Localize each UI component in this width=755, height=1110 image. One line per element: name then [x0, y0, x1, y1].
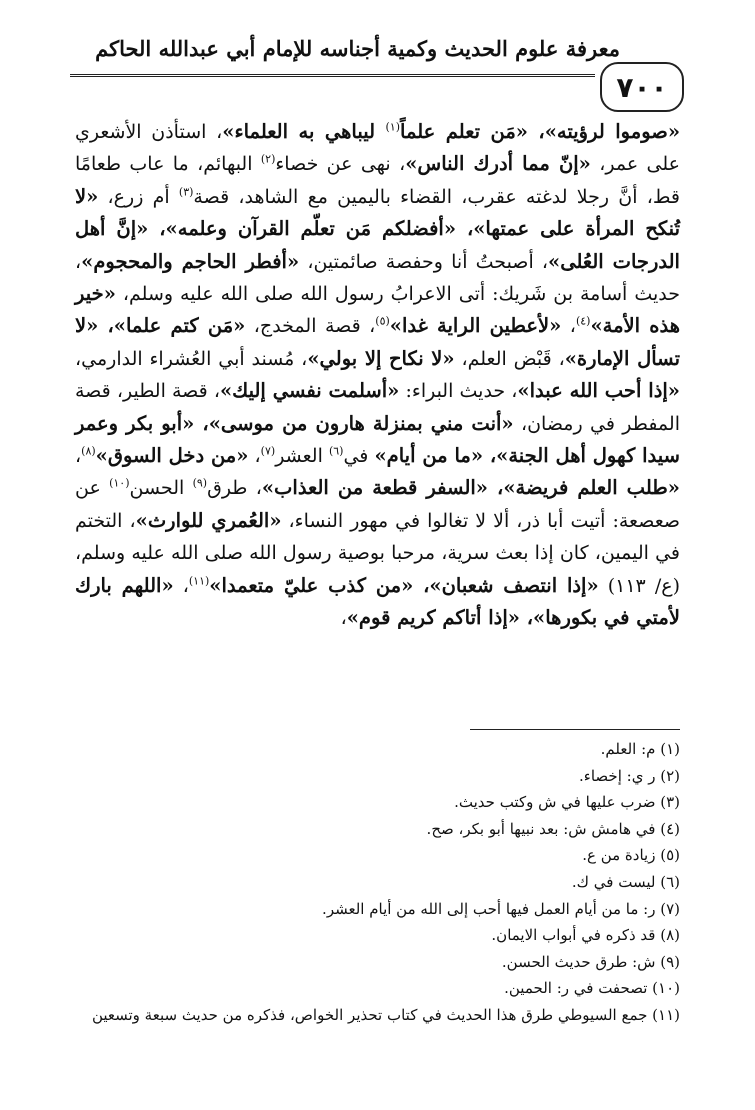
hadith-quote: «صوموا لرؤيته»، «مَن تعلم علماً	[400, 120, 681, 143]
hadith-quote: «اللهم بارك لأمتي في بكورها»، «إذا أتاكم كريم قوم»	[75, 573, 680, 630]
footnote-reference: (٨)	[81, 444, 96, 458]
hadith-quote: «أنت مني بمنزلة هارون من موسى»، «أبو بكر وعمر سيدا كهول أهل الجنة»، «ما من أيام»	[75, 411, 680, 468]
footnote-reference: (١٠)	[109, 477, 130, 491]
body-text-run: الحسن	[129, 477, 193, 500]
hadith-quote: «إذا أحب الله عبدا»	[517, 379, 680, 403]
footnote: (١١) جمع السيوطي طرق هذا الحديث في كتاب تحذير الخواص، فذكره من حديث سبعة وتسعين	[91, 1005, 680, 1024]
hadith-quote: ليباهي به العلماء»	[222, 120, 386, 143]
body-text-run: البهائم، ما عاب طعامًا قط، أنَّ رجلا لدغته عقرب، القضاء باليمين مع الشاهد، قصة	[75, 153, 681, 208]
hadith-quote: «إنّ مما أدرك الناس»	[405, 152, 591, 176]
footnote-reference: (٦)	[328, 444, 344, 458]
hadith-quote: «مَن كتم علما»، «لا تسأل الإمارة»	[75, 314, 681, 370]
hadith-quote: «العُمري للوارث»	[135, 508, 282, 532]
footnote-reference: (٧)	[260, 444, 276, 458]
page-number-frame	[600, 62, 684, 112]
body-text-run: العشر	[275, 445, 329, 468]
body-text-run: ، نهى عن خصاء	[275, 153, 406, 176]
footnote-reference: (٩)	[192, 477, 208, 491]
body-text-run: ، قصة المخدج،	[245, 315, 376, 338]
hadith-quote: «لا نكاح إلا بولي»	[307, 346, 455, 370]
body-text-run: ، قصة الطير، قصة المفطر في رمضان،	[75, 380, 680, 435]
footnote: (٦) ليست في ك.	[571, 872, 680, 891]
body-text-run: ،	[248, 445, 261, 468]
hadith-quote: «خير هذه الأمة»	[75, 282, 681, 338]
hadith-quote: «أفطر الحاجم والمحجوم»	[81, 249, 300, 273]
footnote-reference: (١١)	[188, 574, 210, 588]
body-text-run: ، طرق	[207, 477, 262, 500]
footnote: (٧) ر: ما من أيام العمل فيها أحب إلى الله من أيام العشر.	[322, 899, 680, 918]
body-text-run: ،	[173, 574, 189, 597]
body-text-run: ، التختم في اليمين، كان إذا بعث سرية، مرحبا بوصية رسول الله صلى الله عليه وسلم، (ع/ ١١٣)	[75, 509, 680, 597]
hadith-quote: «إذا انتصف شعبان»، «من كذب عليّ متعمدا»	[209, 573, 599, 597]
footnote-reference: (٥)	[375, 315, 390, 329]
footnote: (١٠) تصحفت في ر: الحمين.	[504, 979, 680, 998]
hadith-quote: «طلب العلم فريضة»، «السفر قطعة من العذاب»	[261, 476, 680, 500]
body-text-run: في	[343, 445, 375, 468]
body-text-run: ،	[75, 445, 82, 468]
footnote: (٢) ر ي: إخصاء.	[579, 766, 680, 785]
hadith-quote: «لأعطين الراية غدا»	[389, 314, 562, 338]
header-rule	[70, 74, 595, 77]
footnote-reference: (٤)	[575, 315, 591, 329]
body-text-run: ، استأذن الأشعري على عمر،	[75, 121, 680, 176]
body-text-run: ،	[340, 607, 347, 630]
page-number: ٧٠٠	[616, 70, 668, 104]
footnote-reference: (١)	[385, 120, 401, 134]
body-text-run: عن صعصعة: أتيت أبا ذر، ألا لا تغالوا في مهور النساء،	[75, 477, 680, 532]
footnote: (٥) زيادة من ع.	[582, 846, 680, 865]
footnote-separator	[470, 729, 680, 730]
footnote: (٨) قد ذكره في أبواب الايمان.	[491, 926, 680, 945]
footnote: (١) م: العلم.	[600, 740, 680, 758]
main-text-block	[75, 116, 680, 635]
body-text-run: ، أصبحتُ أنا وحفصة صائمتين،	[299, 250, 549, 273]
body-text-run: ، حديث أسامة بن شَريك: أتى الاعرابُ رسول الله صلى الله عليه وسلم،	[75, 250, 680, 306]
hadith-quote: «لا تُنكح المرأة على عمتها»، «أفضلكم مَن تعلّم القرآن وعلمه»، «إنَّ أهل الدرجات العُلى»	[75, 184, 680, 273]
footnotes-list	[60, 736, 680, 1029]
body-text-run: أم زرع،	[98, 185, 179, 208]
body-text-run: ، حديث البراء:	[399, 380, 518, 403]
running-header-title: معرفة علوم الحديث وكمية أجناسه للإمام أبي عبدالله الحاكم	[95, 36, 620, 61]
footnote-reference: (٢)	[260, 153, 276, 167]
footnote: (٤) في هامش ش: بعد نبيها أبو بكر، صح.	[426, 819, 680, 838]
footnote: (٣) ضرب عليها في ش وكتب حديث.	[454, 793, 680, 812]
body-text-run: ،	[561, 315, 576, 338]
footnote: (٩) ش: طرق حديث الحسن.	[501, 952, 680, 971]
body-text-run: ، مُسند أبي العُشراء الدارمي،	[75, 347, 308, 370]
hadith-quote: «من دخل السوق»	[95, 444, 249, 468]
hadith-quote: «أسلمت نفسي إليك»	[219, 379, 400, 403]
footnote-reference: (٣)	[178, 185, 194, 199]
body-text-run: ، قَبْض العلم،	[454, 347, 565, 370]
